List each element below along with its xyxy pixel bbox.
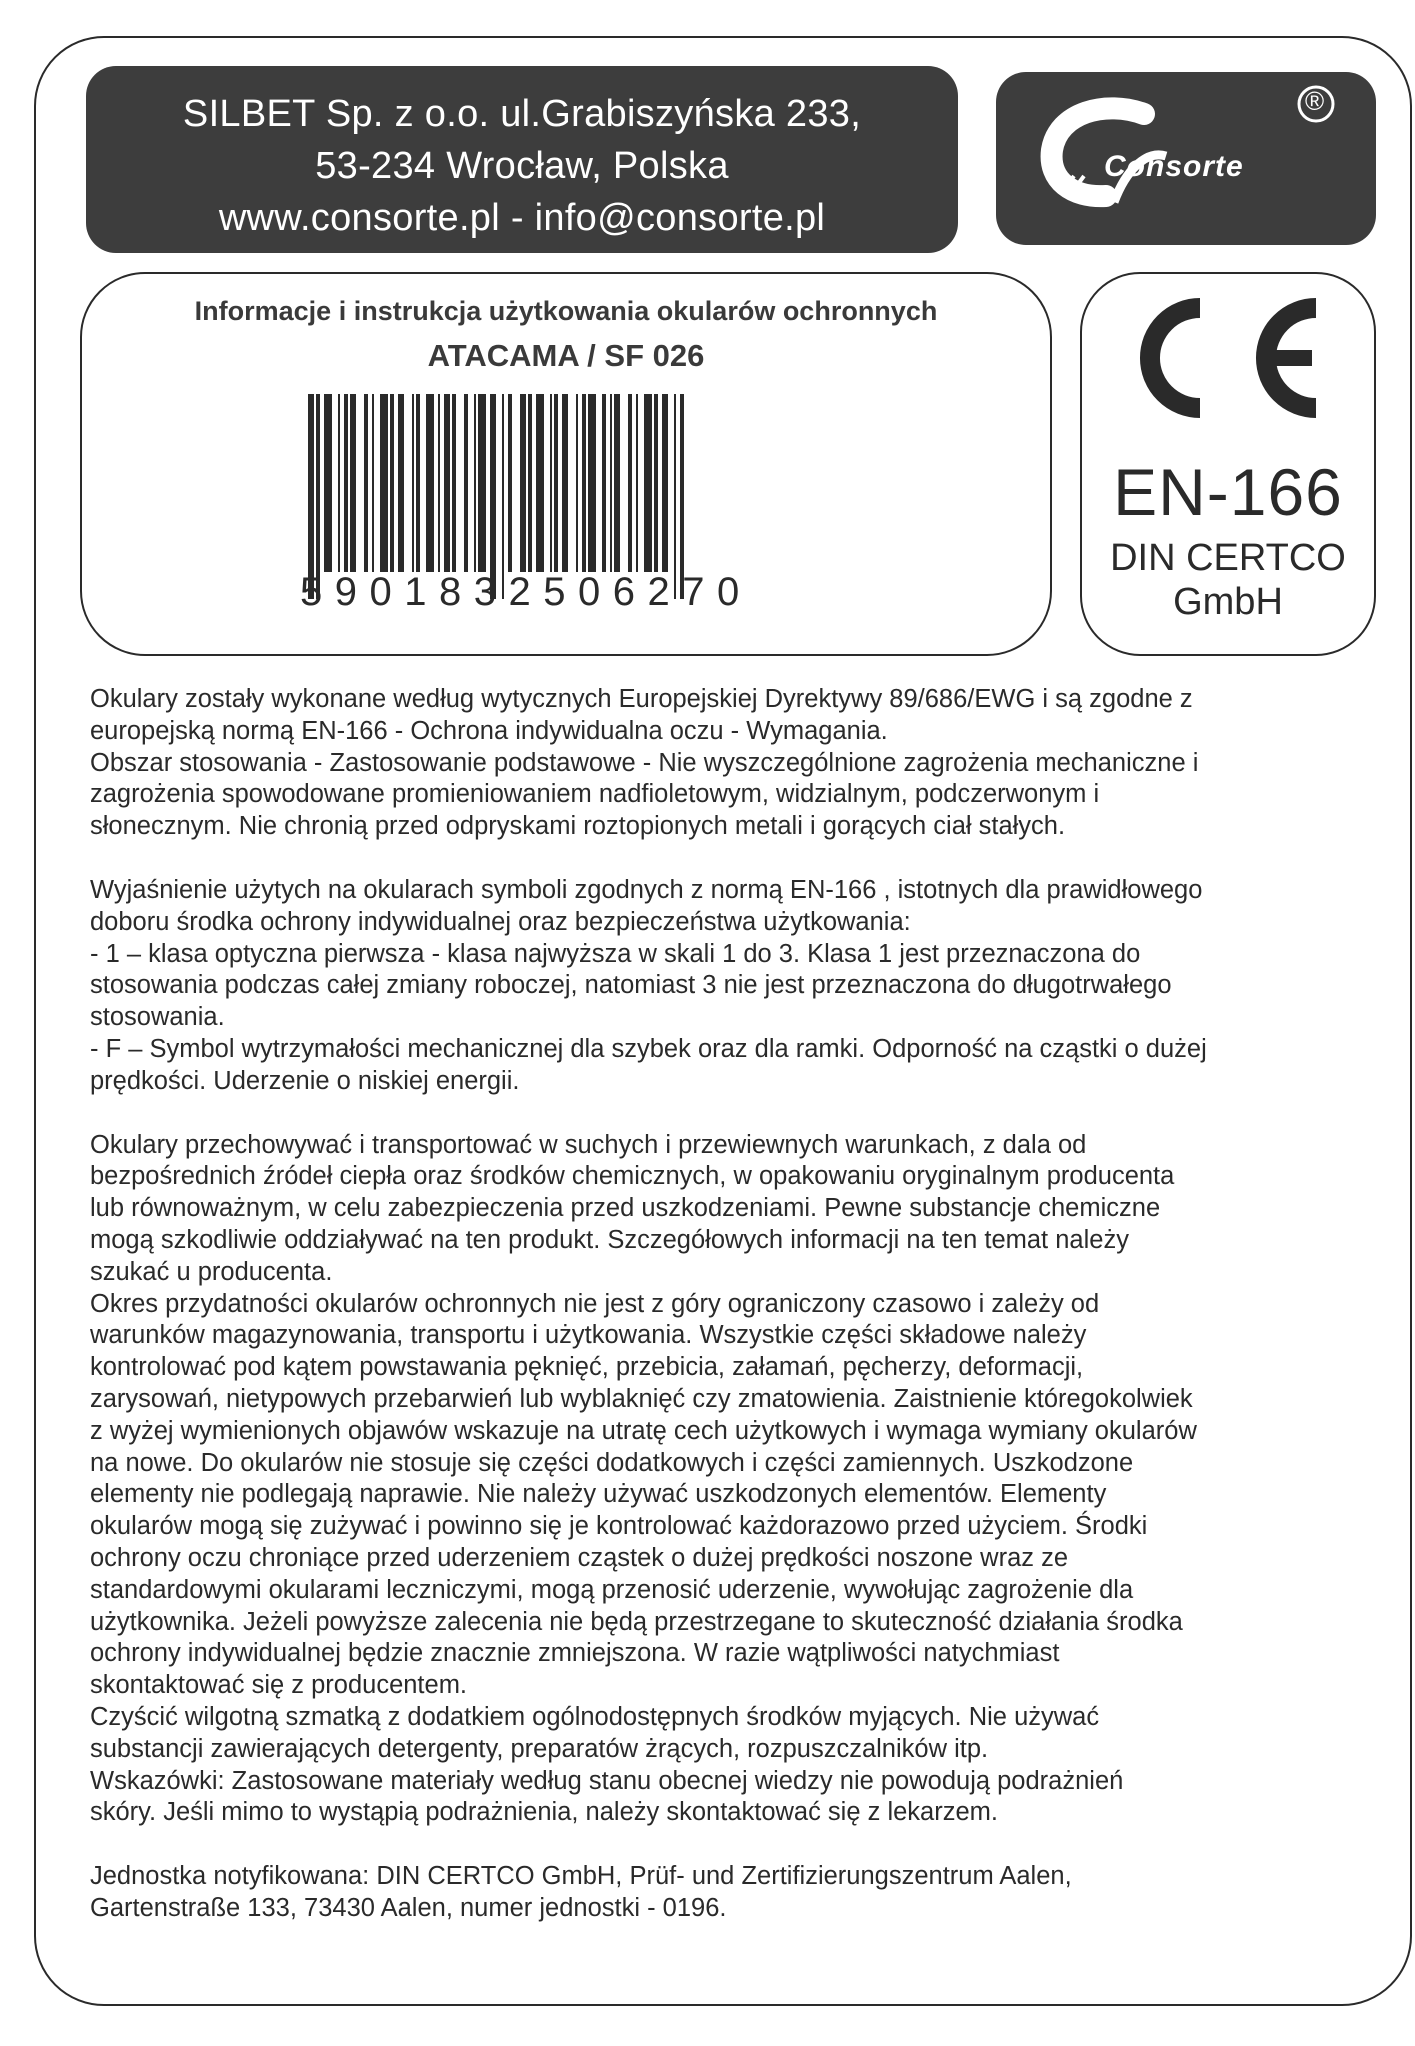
text-line: Okulary przechowywać i transportować w suchych i przewiewnych warunkach, z dala od — [90, 1130, 1087, 1159]
text-line: z wyżej wymienionych objawów wskazuje na utratę cech użytkowych i wymaga wymiany okularów — [90, 1416, 1197, 1445]
text-line: Wyjaśnienie użytych na okularach symboli zgodnych z normą EN-166 , istotnych dla prawidłowego — [90, 875, 1203, 904]
barcode-bar — [628, 394, 632, 572]
text-line: elementy nie podlegają naprawie. Nie należy używać uszkodzonych elementów. Elementy — [90, 1480, 1107, 1509]
barcode-number: 5901832506270 — [300, 570, 752, 614]
text-line: stosowania podczas całej zmiany roboczej, natomiast 3 nie jest przeznaczona do długotrwałego — [90, 971, 1172, 1000]
barcode-bar — [528, 394, 532, 572]
text-line: lub równoważnym, w celu zabezpieczenia przed uszkodzeniami. Pewne substancje chemiczne — [90, 1194, 1161, 1223]
text-line: doboru środka ochrony indywidualnej oraz bezpieczeństwa użytkowania: — [90, 907, 911, 936]
certification-body-line1: DIN CERTCO — [1110, 537, 1346, 579]
text-line: ochrony oczu chroniące przed uderzeniem cząstek o dużej prędkości noszone wraz ze — [90, 1543, 1069, 1572]
text-line: Wskazówki: Zastosowane materiały według stanu obecnej wiedzy nie powodują podrażnień — [90, 1766, 1124, 1795]
text-line: Okres przydatności okularów ochronnych nie jest z góry ograniczony czasowo i zależy od — [90, 1289, 1100, 1318]
text-line: ochrony indywidualnej będzie znacznie zmniejszona. W razie wątpliwości natychmiast — [90, 1639, 1060, 1668]
text-line: Okulary zostały wykonane według wytycznych Europejskiej Dyrektywy 89/686/EWG i są zgodne z — [90, 685, 1193, 713]
registered-mark: ® — [1305, 86, 1325, 116]
barcode-bar — [550, 394, 552, 572]
barcode-bar — [372, 394, 374, 572]
text-line: na nowe. Do okularów nie stosuje się części dodatkowych i części zamiennych. Uszkodzone — [90, 1448, 1134, 1477]
text-line: kontrolować pod kątem powstawania pęknięć, przebicia, załamań, pęcherzy, deformacji, — [90, 1353, 1084, 1382]
barcode-bar — [398, 394, 404, 572]
instructions-text — [90, 684, 1380, 1925]
instruction-title: Informacje i instrukcja użytkowania okularów ochronnych — [194, 296, 938, 326]
barcode-bar — [536, 394, 544, 572]
text-line: Jednostka notyfikowana: DIN CERTCO GmbH, Prüf- und Zertifizierungszentrum Aalen, — [90, 1862, 1072, 1891]
barcode-bar — [464, 394, 468, 572]
barcode-bar — [674, 394, 676, 599]
text-line: skóry. Jeśli mimo to wystąpią podrażnienia, należy skontaktować się z lekarzem. — [90, 1798, 998, 1827]
certification-body — [1082, 536, 1374, 624]
barcode-bar — [508, 394, 512, 572]
certification-body-line2: GmbH — [1173, 581, 1283, 623]
paragraph-storage-usage — [90, 1130, 1380, 1830]
barcode-bar — [452, 394, 456, 572]
barcode-bar — [474, 394, 476, 572]
barcode-bar — [582, 394, 586, 572]
barcode-bar — [614, 394, 620, 572]
company-contact: www.consorte.pl - info@consorte.pl — [218, 197, 826, 239]
company-city: 53-234 Wrocław, Polska — [315, 145, 729, 187]
barcode-bar — [380, 394, 388, 572]
paragraph-directive — [90, 684, 1380, 843]
text-line: skontaktować się z producentem. — [90, 1671, 468, 1700]
barcode-bar — [444, 394, 450, 572]
barcode-bar — [344, 394, 348, 572]
text-line: okularów mogą się zużywać i powinno się je kontrolować każdorazowo przed użyciem. Środki — [90, 1512, 1148, 1541]
text-line: Czyścić wilgotną szmatką z dodatkiem ogólnodostępnych środków myjących. Nie używać — [90, 1702, 1100, 1731]
barcode-bar — [502, 394, 504, 599]
barcode-bar — [324, 394, 332, 572]
barcode-bar — [416, 394, 420, 572]
barcode-bar — [478, 394, 486, 572]
paragraph-notified-body — [90, 1861, 1380, 1925]
en-standard: EN-166 — [1113, 455, 1343, 529]
text-line: stosowania. — [90, 1003, 225, 1032]
barcode-bar — [636, 394, 638, 572]
text-line: substancji zawierających detergenty, preparatów żrących, rozpuszczalników itp. — [90, 1734, 989, 1763]
company-name-address: SILBET Sp. z o.o. ul.Grabiszyńska 233, — [182, 93, 862, 135]
barcode-bar — [438, 394, 440, 572]
text-line: zarysowań, nietypowych przebarwień lub wyblaknięć czy zmatowienia. Zaistnienie któregokolwiek — [90, 1384, 1193, 1413]
consorte-logo — [996, 72, 1376, 245]
barcode-bar — [610, 394, 612, 572]
barcode-bar — [490, 394, 496, 599]
barcode-bar — [308, 394, 314, 599]
barcode-bar — [412, 394, 414, 572]
barcode-bar — [364, 394, 368, 572]
barcode-bar — [588, 394, 596, 572]
text-line: Gartenstraße 133, 73430 Aalen, numer jednostki - 0196. — [90, 1893, 727, 1922]
text-line: standardowymi okularami leczniczymi, mogą przenosić uderzenie, wywołując zagrożenie dla — [90, 1575, 1134, 1604]
text-line: warunków magazynowania, transportu i użytkowania. Wszystkie części składowe należy — [90, 1321, 1087, 1350]
text-line: mogą szkodliwie oddziaływać na ten produkt. Szczegółowych informacji na ten temat należy — [90, 1225, 1129, 1254]
consorte-logo-text: Consorte — [1104, 150, 1244, 183]
company-header — [86, 66, 958, 253]
text-line: użytkownika. Jeżeli powyższe zalecenia nie będą przestrzegane to skuteczność działania środka — [90, 1607, 1183, 1636]
text-line: - 1 – klasa optyczna pierwsza - klasa najwyższa w skali 1 do 3. Klasa 1 jest przeznaczona do — [90, 939, 1141, 968]
barcode-bar — [662, 394, 668, 572]
text-line: słonecznym. Nie chronią przed odpryskami roztopionych metali i gorących ciał stałych. — [90, 812, 1066, 841]
barcode-bar — [602, 394, 606, 572]
barcode-bar — [562, 394, 568, 572]
paragraph-symbols — [90, 875, 1380, 1098]
barcode-bar — [680, 394, 684, 599]
text-line: Obszar stosowania - Zastosowanie podstawowe - Nie wyszczególnione zagrożenia mechaniczne i — [90, 748, 1199, 777]
barcode-bar — [350, 394, 356, 572]
text-line: zagrożenia spowodowane promieniowaniem nadfioletowym, widzialnym, podczerwonym i — [90, 780, 1100, 809]
product-model: ATACAMA / SF 026 — [427, 338, 705, 373]
barcode-bar — [426, 394, 434, 572]
barcode-bar — [338, 394, 340, 572]
text-line: europejską normą EN-166 - Ochrona indywidualna oczu - Wymagania. — [90, 716, 888, 745]
text-line: - F – Symbol wytrzymałości mechanicznej dla szybek oraz dla ramki. Odporność na cząstki o dużej — [90, 1034, 1207, 1063]
barcode-bar — [644, 394, 652, 572]
text-line: prędkości. Uderzenie o niskiej energii. — [90, 1066, 520, 1095]
product-info-box — [80, 272, 1052, 656]
barcode-bar — [576, 394, 578, 572]
certification-box — [1080, 272, 1376, 656]
barcode-bar — [316, 394, 320, 599]
text-line: szukać u producenta. — [90, 1257, 333, 1286]
text-line: bezpośrednich źródeł ciepła oraz środków chemicznych, w opakowaniu oryginalnym producenta — [90, 1162, 1175, 1191]
barcode-bar — [554, 394, 558, 572]
barcode-bar — [390, 394, 394, 572]
barcode-bar — [520, 394, 526, 572]
barcode-bar — [654, 394, 658, 572]
